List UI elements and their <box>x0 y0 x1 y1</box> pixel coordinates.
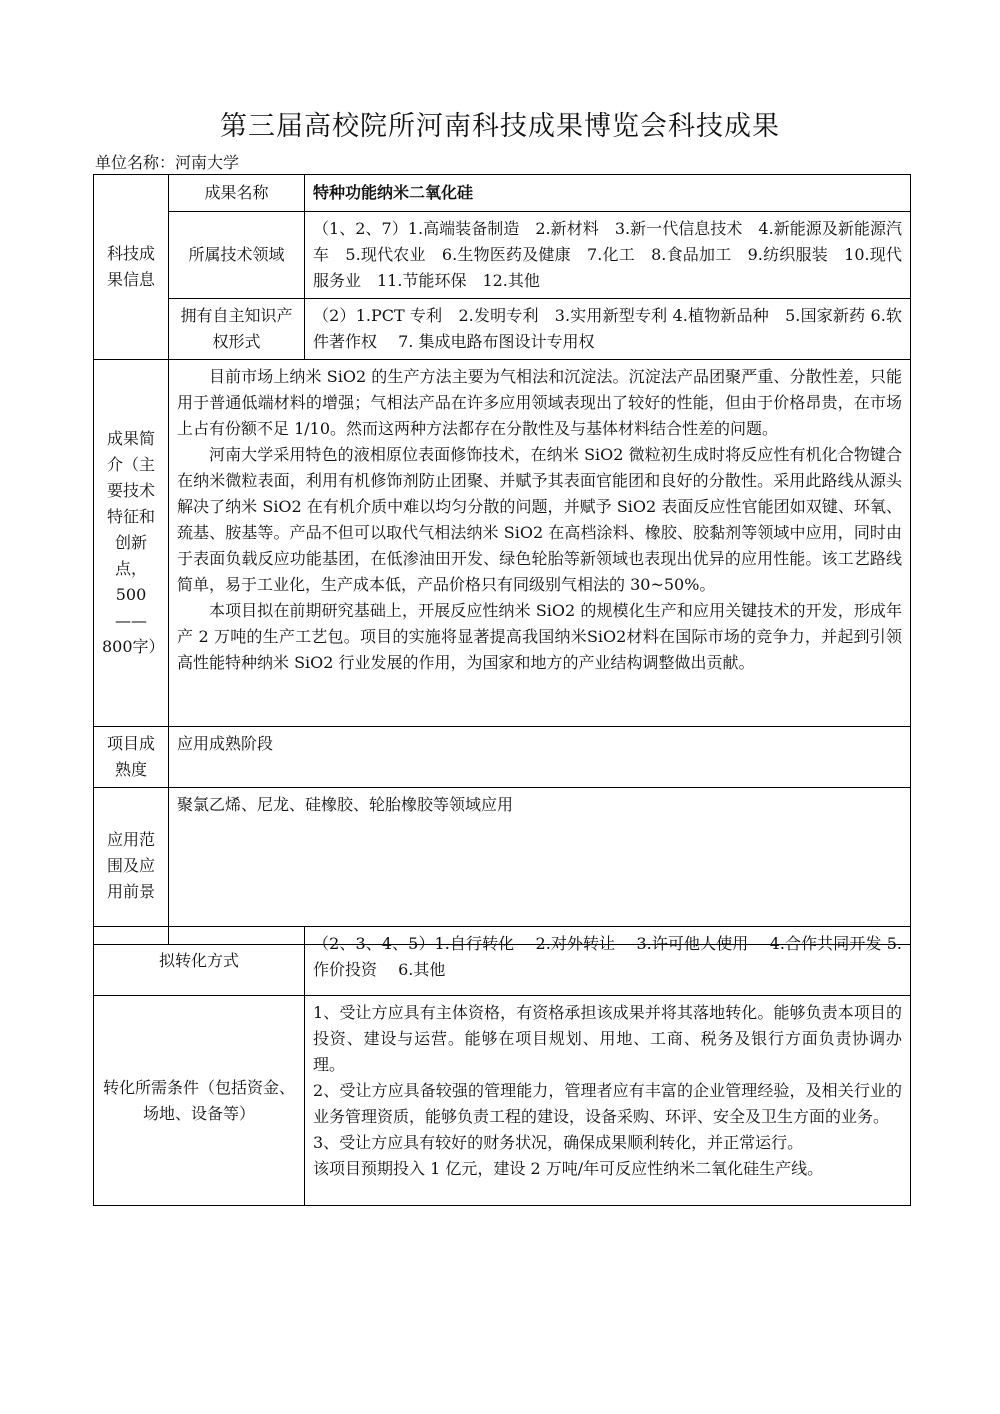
transfer-table <box>93 926 911 1206</box>
summary-label: 成果简介（主要技术特征和创新点，500——800字） <box>94 360 169 727</box>
ip-label: 拥有自主知识产权形式 <box>169 299 305 360</box>
unit-name: 单位名称：河南大学 <box>95 153 240 172</box>
conditions-content <box>305 996 911 1206</box>
field-label: 所属技术领域 <box>169 212 305 299</box>
conditions-label: 转化所需条件（包括资金、场地、设备等） <box>94 996 305 1206</box>
condition-3: 3、受让方应具有较好的财务状况，确保成果顺利转化，并正常运行。 <box>313 1133 804 1152</box>
maturity-label: 项目成熟度 <box>94 727 169 788</box>
document-title: 第三届高校院所河南科技成果博览会科技成果 <box>220 111 780 142</box>
summary-paragraph-1: 目前市场上纳米 SiO2 的生产方法主要为气相法和沉淀法。沉淀法产品团聚严重、分散性差，只能用于普通低端材料的增强；气相法产品在许多应用领域表现出了较好的性能，但由于价格昂贵，在市场上占有份额不足 1/10。然而这两种方法都存在分散性及与基体材料结合性差的问题。 <box>177 367 902 438</box>
summary-paragraph-3: 本项目拟在前期研究基础上，开展反应性纳米 SiO2 的规模化生产和应用关键技术的开发，形成年产 2 万吨的生产工艺包。项目的实施将显著提高我国纳米SiO2材料在国际市场的竞争力，并起到引领高性能特种纳米 SiO2 行业发展的作用，为国家和地方的产业结构调整做出贡献。 <box>177 601 902 672</box>
condition-4: 该项目预期投入 1 亿元，建设 2 万吨/年可反应性纳米二氧化硅生产线。 <box>313 1159 824 1178</box>
section-info-label: 科技成果信息 <box>94 175 169 360</box>
transfer-value: （2、3、4、5）1.自行转化 2.对外转让 3.许可他人使用 4.合作共同开发 5.作价投资 6.其他 <box>305 927 911 996</box>
application-label: 应用范围及应用前景 <box>94 788 169 945</box>
field-value: （1、2、7）1.高端装备制造 2.新材料 3.新一代信息技术 4.新能源及新能源汽车 5.现代农业 6.生物医药及健康 7.化工 8.食品加工 9.纺织服装 10.现代服务业 11.节能环保 12.其他 <box>305 212 911 299</box>
maturity-value: 应用成熟阶段 <box>169 727 911 788</box>
condition-2: 2、受让方应具备较强的管理能力，管理者应有丰富的企业管理经验，及相关行业的业务管理资质，能够负责工程的建设，设备采购、环评、安全及卫生方面的业务。 <box>313 1081 902 1126</box>
name-value: 特种功能纳米二氧化硅 <box>305 175 911 212</box>
condition-1: 1、受让方应具有主体资格，有资格承担该成果并将其落地转化。能够负责本项目的投资、建设与运营。能够在项目规划、用地、工商、税务及银行方面负责协调办理。 <box>313 1003 902 1074</box>
transfer-label: 拟转化方式 <box>94 927 305 996</box>
name-label: 成果名称 <box>169 175 305 212</box>
summary-paragraph-2: 河南大学采用特色的液相原位表面修饰技术，在纳米 SiO2 微粒初生成时将反应性有机化合物键合在纳米微粒表面，利用有机修饰剂防止团聚、并赋予其表面官能团和良好的分散性。采用此路线从源头解决了纳米 SiO2 在有机介质中难以均匀分散的问题，并赋予 SiO2 表面反应性官能团如双键、环氧、巯基、胺基等。产品不但可以取代气相法纳米 SiO2 在高档涂料、橡胶、胶黏剂等领域中应用，同时由于表面负载反应功能基团，在低渗油田开发、绿色轮胎等新领域也表现出优异的应用性能。该工艺路线简单，易于工业化，生产成本低，产品价格只有同级别气相法的 30~50%。 <box>177 445 902 594</box>
application-value: 聚氯乙烯、尼龙、硅橡胶、轮胎橡胶等领域应用 <box>169 788 911 945</box>
achievement-table <box>93 174 911 945</box>
ip-value: （2）1.PCT 专利 2.发明专利 3.实用新型专利 4.植物新品种 5.国家新药 6.软件著作权 7. 集成电路布图设计专用权 <box>305 299 911 360</box>
summary-content <box>169 360 911 727</box>
